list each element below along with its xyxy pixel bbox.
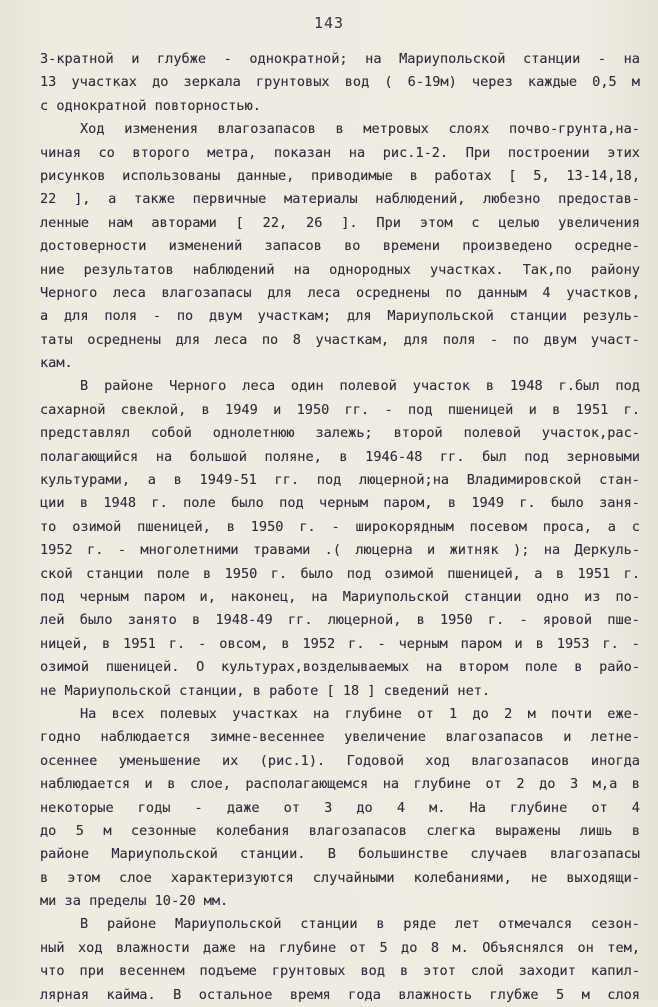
text-line: наблюдается и в слое, располагающемся на глубине от 2 до 3 м,а в	[40, 776, 640, 793]
page-number: 143	[313, 14, 345, 32]
text-line: В районе Мариупольской станции в ряде лет отмечался сезон-	[80, 916, 640, 933]
text-line: годно наблюдается зимне-весеннее увеличение влагозапасов и летне-	[40, 729, 640, 746]
text-line: ленные нам авторами [ 22, 26 ]. При этом с целью увеличения	[40, 214, 640, 231]
text-line: ный ход влажности даже на глубине от 5 до 8 м. Объяснялся он тем,	[40, 939, 640, 956]
text-line: кам.	[40, 355, 73, 372]
text-line: сахарной свеклой, в 1949 и 1950 гг. - под пшеницей и в 1951 г.	[40, 401, 640, 418]
text-line: культурами, а в 1949-51 гг. под люцерной;на Владимировской стан-	[40, 472, 640, 489]
text-line: На всех полевых участках на глубине от 1 до 2 м почти еже-	[80, 705, 640, 722]
text-line: осеннее уменьшение их (рис.1). Годовой ход влагозапасов иногда	[40, 752, 640, 769]
text-line: с однократной повторностью.	[40, 97, 261, 114]
text-line: ской станции поле в 1950 г. было под озимой пшеницей, а в 1951 г.	[40, 565, 640, 582]
text-line: что при весеннем подъеме грунтовых вод в этот слой заходит капил-	[40, 963, 640, 980]
body-text	[40, 48, 640, 1007]
text-line: в этом слое характеризуются случайными колебаниями, не выходящи-	[40, 869, 640, 886]
text-line: до 5 м сезонные колебания влагозапасов слегка выражены лишь в	[40, 822, 640, 839]
text-line: не Мариупольской станции, в работе [ 18 ] сведений нет.	[40, 682, 491, 699]
text-line: некоторые годы - даже от 3 до 4 м. На глубине от 4	[40, 799, 640, 816]
text-line: лярная кайма. В остальное время года влажность глубже 5 м слоя	[40, 986, 640, 1003]
text-line: а для поля - по двум участкам; для Мариупольской станции резуль-	[40, 308, 640, 325]
text-line: ницей, в 1951 г. - овсом, в 1952 г. - черным паром и в 1953 г. -	[40, 635, 640, 652]
text-line: 1952 г. - многолетними травами .( люцерна и житняк ); на Деркуль-	[40, 542, 640, 559]
text-line: достоверности изменений запасов во времени произведено осредне-	[40, 238, 640, 255]
text-line: то озимой пшеницей, в 1950 г. - широкорядным посевом проса, а с	[40, 518, 640, 535]
text-line: Ход изменения влагозапасов в метровых слоях почво-грунта,на-	[80, 121, 640, 138]
text-line: лей было занято в 1948-49 гг. люцерной, в 1950 г. - яровой пше-	[40, 612, 640, 629]
text-line: ми за пределы 10-20 мм.	[40, 893, 229, 910]
text-line: районе Мариупольской станции. В большинстве случаев влагозапасы	[40, 846, 640, 863]
text-line: В районе Черного леса один полевой участок в 1948 г.был под	[80, 378, 640, 395]
text-line: Черного леса влагозапасы для леса осреднены по данным 4 участков,	[40, 284, 640, 301]
text-line: таты осреднены для леса по 8 участкам, для поля - по двум участ-	[40, 331, 640, 348]
text-line: 22 ], а также первичные материалы наблюдений, любезно предостав-	[40, 191, 640, 208]
text-line: ние результатов наблюдений на однородных участках. Так,по району	[40, 261, 640, 278]
text-line: 13 участках до зеркала грунтовых вод ( 6-19м) через каждые 0,5 м	[40, 74, 640, 91]
text-line: 3-кратной и глубже - однократной; на Мариупольской станции - на	[40, 51, 640, 67]
text-line: чиная со второго метра, показан на рис.1-2. При построении этих	[40, 144, 640, 161]
text-line: под черным паром и, наконец, на Мариупольской станции одно из по-	[40, 588, 640, 605]
text-line: представлял собой однолетнюю залежь; второй полевой участок,рас-	[40, 425, 640, 442]
text-line: озимой пшеницей. О культурах,возделываемых на втором поле в райо-	[40, 659, 640, 676]
text-line: ции в 1948 г. поле было под черным паром, в 1949 г. было заня-	[40, 495, 640, 512]
text-line: рисунков использованы данные, приводимые в работах [ 5, 13-14,18,	[40, 167, 640, 184]
text-line: полагающийся на большой поляне, в 1946-48 гг. был под зерновыми	[40, 448, 640, 465]
